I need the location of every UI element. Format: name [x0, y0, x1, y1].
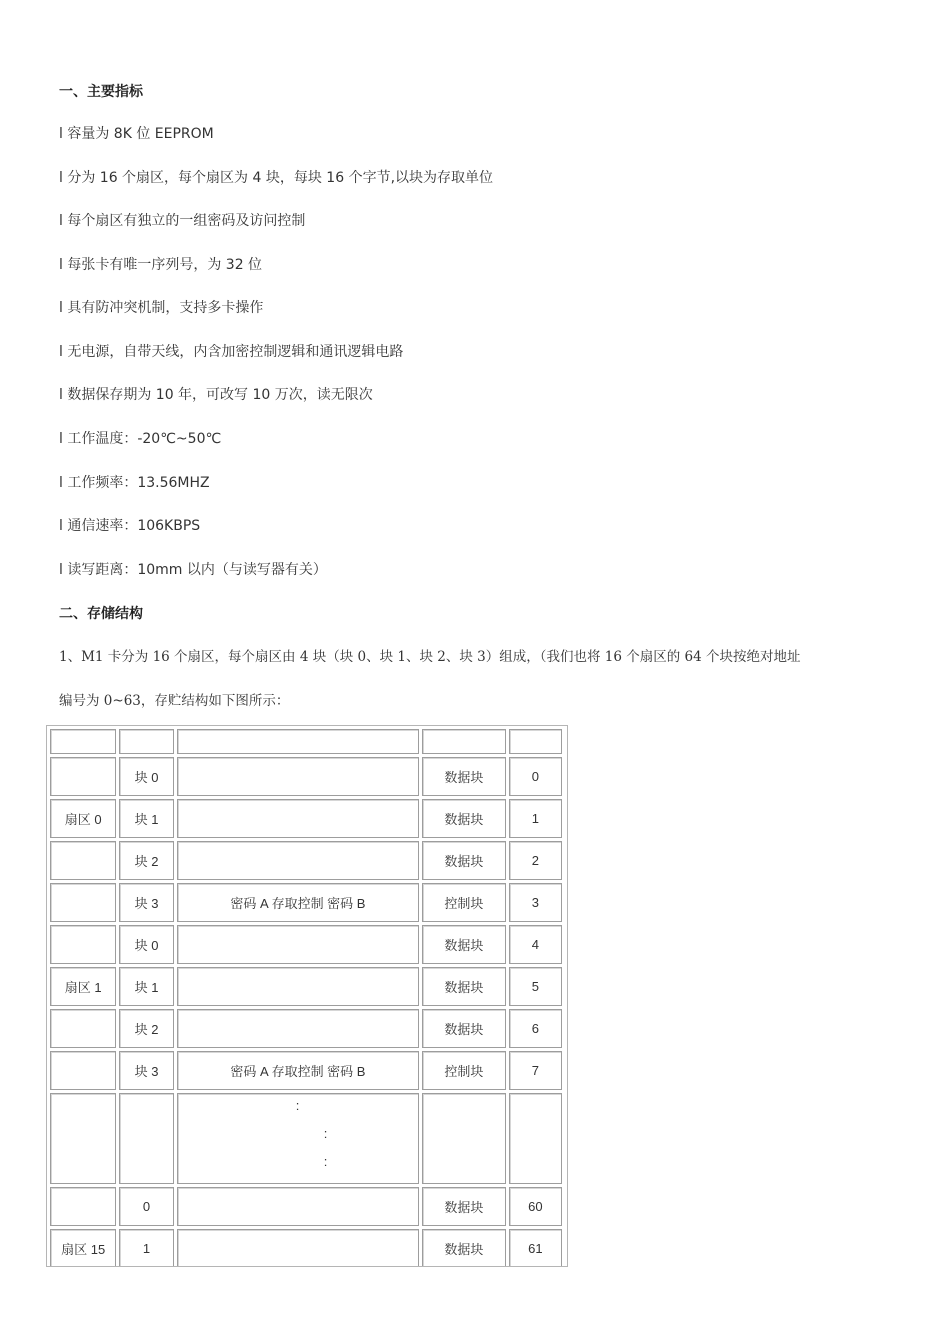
storage-structure-table [46, 725, 568, 1267]
content-cell [177, 841, 419, 880]
block-cell: 0 [119, 1187, 173, 1226]
block-cell: 块 2 [119, 841, 173, 880]
content-cell: 密码 A 存取控制 密码 B [177, 883, 419, 922]
content-cell [177, 1229, 419, 1267]
table-cell [50, 1093, 116, 1184]
storage-description-line2: 编号为 0~63，存贮结构如下图所示： [59, 693, 290, 709]
table-cell [119, 729, 173, 754]
block-cell: 1 [119, 1229, 173, 1267]
absolute-address-cell: 2 [509, 841, 562, 880]
spec-bullet-password: l 每个扇区有独立的一组密码及访问控制 [59, 213, 306, 229]
content-cell [177, 925, 419, 964]
block-type-cell: 数据块 [422, 925, 506, 964]
sector-cell: 扇区 15 [50, 1229, 116, 1267]
table-row [50, 841, 562, 880]
section-heading-main-specs: 一、主要指标 [59, 84, 143, 100]
block-type-cell: 控制块 [422, 883, 506, 922]
spec-bullet-baudrate: l 通信速率：106KBPS [59, 518, 201, 534]
table-row [50, 883, 562, 922]
sector-cell [50, 757, 116, 796]
spec-bullet-anticollision: l 具有防冲突机制，支持多卡操作 [59, 300, 264, 316]
content-cell [177, 757, 419, 796]
spec-bullet-sectors: l 分为 16 个扇区，每个扇区为 4 块，每块 16 个字节,以块为存取单位 [59, 170, 494, 186]
content-cell [177, 1187, 419, 1226]
table-cell [119, 1093, 173, 1184]
spec-bullet-serial: l 每张卡有唯一序列号，为 32 位 [59, 257, 263, 273]
ellipsis-mark: : [323, 1126, 328, 1141]
storage-description-line1: 1、M1 卡分为 16 个扇区，每个扇区由 4 块（块 0、块 1、块 2、块 3）组成，（我们也将 16 个扇区的 64 个块按绝对地址 [59, 649, 801, 665]
sector-cell: 扇区 1 [50, 967, 116, 1006]
absolute-address-cell: 1 [509, 799, 562, 838]
content-cell: 密码 A 存取控制 密码 B [177, 1051, 419, 1090]
block-type-cell: 数据块 [422, 757, 506, 796]
sector-cell [50, 1051, 116, 1090]
block-cell: 块 3 [119, 1051, 173, 1090]
block-cell: 块 3 [119, 883, 173, 922]
block-type-cell: 数据块 [422, 1229, 506, 1267]
table-header-row [50, 729, 562, 754]
absolute-address-cell: 4 [509, 925, 562, 964]
absolute-address-cell: 5 [509, 967, 562, 1006]
spec-bullet-distance: l 读写距离：10mm 以内（与读写器有关） [59, 562, 327, 578]
table-cell [509, 1093, 562, 1184]
block-cell: 块 0 [119, 757, 173, 796]
content-cell [177, 799, 419, 838]
table-cell [177, 729, 419, 754]
table-cell [422, 1093, 506, 1184]
section-heading-storage: 二、存储结构 [59, 606, 143, 622]
absolute-address-cell: 0 [509, 757, 562, 796]
sector-cell [50, 1009, 116, 1048]
table-row [50, 967, 562, 1006]
spec-bullet-capacity: l 容量为 8K 位 EEPROM [59, 126, 214, 142]
ellipsis-mark: : [323, 1154, 328, 1169]
block-cell: 块 2 [119, 1009, 173, 1048]
spec-bullet-temperature: l 工作温度：-20℃~50℃ [59, 431, 222, 447]
block-type-cell: 数据块 [422, 841, 506, 880]
absolute-address-cell: 3 [509, 883, 562, 922]
table-row [50, 757, 562, 796]
table-cell [422, 729, 506, 754]
sector-cell [50, 883, 116, 922]
table-row [50, 1187, 562, 1226]
spec-bullet-retention: l 数据保存期为 10 年，可改写 10 万次，读无限次 [59, 387, 373, 403]
ellipsis-cell [177, 1093, 419, 1184]
table-row [50, 1229, 562, 1267]
sector-cell [50, 1187, 116, 1226]
spec-bullet-frequency: l 工作频率：13.56MHZ [59, 475, 210, 491]
table-row [50, 925, 562, 964]
absolute-address-cell: 7 [509, 1051, 562, 1090]
block-cell: 块 0 [119, 925, 173, 964]
content-cell [177, 967, 419, 1006]
sector-cell [50, 841, 116, 880]
absolute-address-cell: 6 [509, 1009, 562, 1048]
block-type-cell: 数据块 [422, 799, 506, 838]
block-type-cell: 数据块 [422, 1187, 506, 1226]
block-cell: 块 1 [119, 799, 173, 838]
table-row [50, 1051, 562, 1090]
block-type-cell: 数据块 [422, 967, 506, 1006]
spec-bullet-power: l 无电源，自带天线，内含加密控制逻辑和通讯逻辑电路 [59, 344, 404, 360]
block-type-cell: 控制块 [422, 1051, 506, 1090]
absolute-address-cell: 61 [509, 1229, 562, 1267]
table-cell [509, 729, 562, 754]
block-cell: 块 1 [119, 967, 173, 1006]
content-cell [177, 1009, 419, 1048]
absolute-address-cell: 60 [509, 1187, 562, 1226]
table-row [50, 799, 562, 838]
table-cell [50, 729, 116, 754]
block-type-cell: 数据块 [422, 1009, 506, 1048]
sector-cell: 扇区 0 [50, 799, 116, 838]
sector-cell [50, 925, 116, 964]
ellipsis-mark: : [295, 1098, 300, 1113]
table-row [50, 1009, 562, 1048]
table-ellipsis-row [50, 1093, 562, 1184]
